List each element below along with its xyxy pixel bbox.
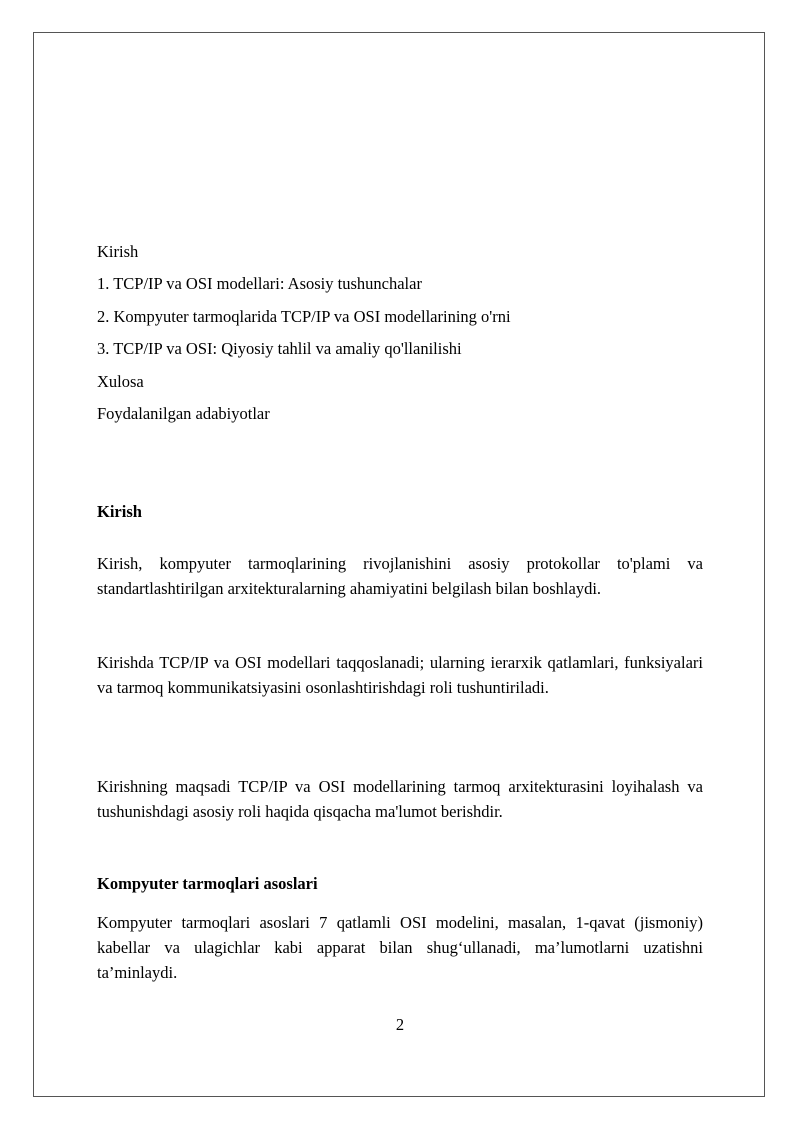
table-of-contents <box>97 241 707 435</box>
section-heading-kirish: Kirish <box>97 502 142 521</box>
paragraph-kirish-3: Kirishning maqsadi TCP/IP va OSI modellarining tarmoq arxitekturasini loyihalash va tushunishdagi asosiy roli haqida qisqacha ma'lumot berishdir. <box>97 777 703 821</box>
toc-item-chapter-1[interactable]: 1. TCP/IP va OSI modellari: Asosiy tushunchalar <box>97 274 422 294</box>
paragraph-asoslar-1: Kompyuter tarmoqlari asoslari 7 qatlamli OSI modelini, masalan, 1-qavat (jismoniy) kabellar va ulagichlar kabi apparat bilan shug‘ullanadi, ma’lumotlarni uzatishni ta’minlaydi. <box>97 913 703 982</box>
toc-item-chapter-2[interactable]: 2. Kompyuter tarmoqlarida TCP/IP va OSI modellarining o'rni <box>97 306 511 326</box>
toc-item-xulosa[interactable]: Xulosa <box>97 371 144 391</box>
toc-item-kirish[interactable]: Kirish <box>97 242 139 261</box>
page-number: 2 <box>395 1015 405 1034</box>
paragraph-kirish-2: Kirishda TCP/IP va OSI modellari taqqoslanadi; ularning ierarxik qatlamlari, funksiyalari va tarmoq kommunikatsiyasini osonlashtirishdagi roli tushuntiriladi. <box>97 653 703 697</box>
section-heading-asoslar: Kompyuter tarmoqlari asoslari <box>97 874 318 893</box>
toc-item-adabiyotlar[interactable]: Foydalanilgan adabiyotlar <box>97 403 270 423</box>
paragraph-kirish-1: Kirish, kompyuter tarmoqlarining rivojlanishini asosiy protokollar to'plami va standartlashtirilgan arxitekturalarning ahamiyatini belgilash bilan boshlaydi. <box>97 554 703 598</box>
toc-item-chapter-3[interactable]: 3. TCP/IP va OSI: Qiyosiy tahlil va amaliy qo'llanilishi <box>97 339 462 359</box>
